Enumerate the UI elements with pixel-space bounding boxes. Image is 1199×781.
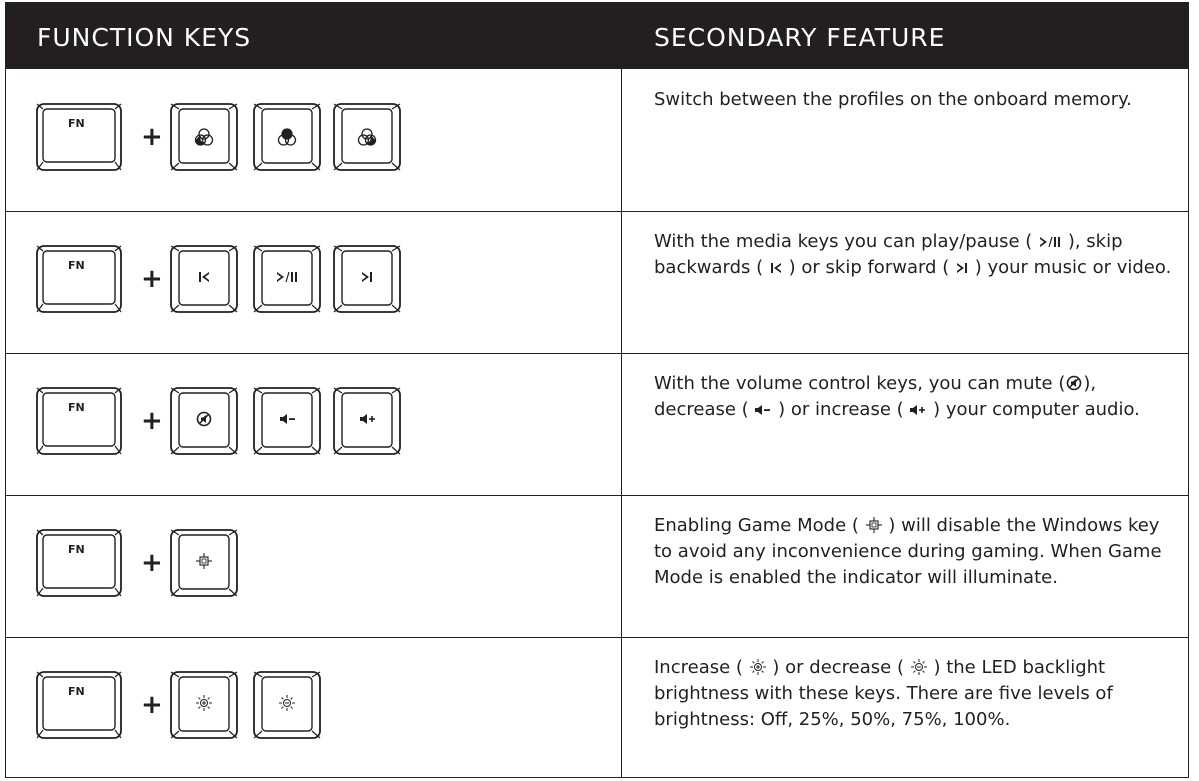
profile-1-key: [170, 103, 240, 173]
plus-sign: +: [141, 264, 163, 294]
function-keys-table: [5, 2, 1189, 778]
header-function-keys: FUNCTION KEYS: [37, 23, 252, 52]
volume-up-key: [333, 387, 403, 457]
profile-3-key: [333, 103, 403, 173]
fn-key-label: FN: [68, 117, 85, 130]
key-combo: [6, 637, 621, 779]
fn-key: [36, 245, 124, 315]
plus-sign: +: [141, 690, 163, 720]
profile-2-key: [253, 103, 323, 173]
table-header: [6, 3, 1188, 69]
fn-key: [36, 387, 124, 457]
previous-track-icon: [769, 260, 783, 276]
mute-icon: [1065, 374, 1083, 392]
play-pause-key: [253, 245, 323, 315]
volume-up-icon: [909, 402, 927, 418]
plus-sign: +: [141, 122, 163, 152]
previous-track-key: [170, 245, 240, 315]
volume-down-key: [253, 387, 323, 457]
brightness-up-key: [170, 671, 240, 741]
game-mode-key: [170, 529, 240, 599]
plus-sign: +: [141, 406, 163, 436]
game-mode-icon: [865, 516, 883, 534]
table-row: [6, 211, 1188, 353]
next-track-icon: [955, 260, 969, 276]
table-row: [6, 637, 1188, 779]
table-row: [6, 69, 1188, 211]
row-description: Enabling Game Mode ( ) will disable the Windows key to avoid any inconvenience during gaming. When Game Mode is enabled the indicator will illuminate.: [654, 515, 1162, 588]
table-row: [6, 495, 1188, 637]
fn-key-label: FN: [68, 543, 85, 556]
mute-key: [170, 387, 240, 457]
table-row: [6, 353, 1188, 495]
play-pause-icon: [1038, 234, 1062, 250]
key-combo: [6, 69, 621, 211]
key-combo: [6, 211, 621, 353]
row-description: Increase ( ) or decrease ( ) the LED backlight brightness with these keys. There are five levels of brightness: Off, 25%, 50%, 75%, 100%.: [654, 657, 1113, 730]
plus-sign: +: [141, 548, 163, 578]
row-description: Switch between the profiles on the onboard memory.: [654, 89, 1132, 110]
fn-key-label: FN: [68, 401, 85, 414]
next-track-key: [333, 245, 403, 315]
fn-key: [36, 671, 124, 741]
brightness-down-icon: [910, 658, 928, 676]
fn-key-label: FN: [68, 685, 85, 698]
row-description: With the volume control keys, you can mute ( ), decrease ( ) or increase ( ) your computer audio.: [654, 373, 1140, 420]
key-combo: [6, 353, 621, 495]
row-description: With the media keys you can play/pause ( ), skip backwards ( ) or skip forward ( ) your music or video.: [654, 231, 1172, 278]
brightness-down-key: [253, 671, 323, 741]
fn-key: [36, 529, 124, 599]
brightness-up-icon: [749, 658, 767, 676]
key-combo: [6, 495, 621, 637]
volume-down-icon: [754, 402, 772, 418]
header-secondary-feature: SECONDARY FEATURE: [654, 23, 946, 52]
fn-key: [36, 103, 124, 173]
fn-key-label: FN: [68, 259, 85, 272]
